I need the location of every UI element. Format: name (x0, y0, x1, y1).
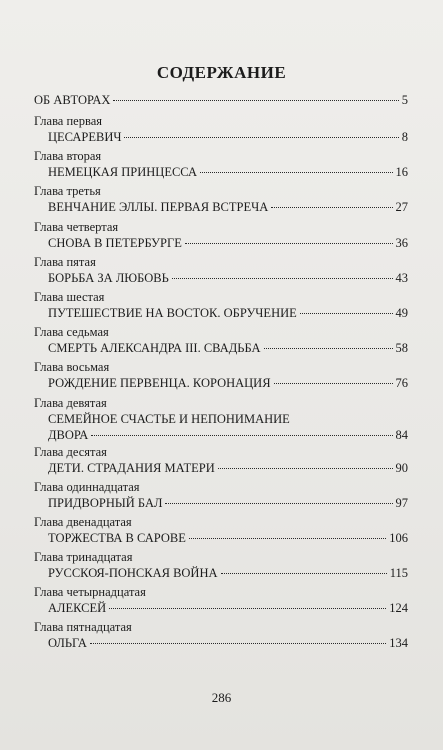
toc-line (34, 164, 408, 180)
dot-leader (113, 100, 398, 101)
dot-leader (264, 348, 393, 349)
dot-leader (271, 207, 392, 208)
toc-entry-chapter-4 (34, 220, 408, 255)
toc-entry-page: 5 (401, 93, 408, 107)
toc-entry-title: РОЖДЕНИЕ ПЕРВЕНЦА. КОРОНАЦИЯ (48, 376, 271, 391)
toc-line (34, 495, 408, 511)
dot-leader (109, 608, 386, 609)
toc-entry-title: СМЕРТЬ АЛЕКСАНДРА III. СВАДЬБА (48, 341, 261, 356)
toc-entry-title: БОРЬБА ЗА ЛЮБОВЬ (48, 270, 169, 285)
toc-line (34, 427, 408, 443)
dot-leader (274, 383, 393, 384)
toc-entry-title: ЦЕСАРЕВИЧ (48, 130, 122, 144)
toc-entry-title: ОБ АВТОРАХ (34, 93, 111, 107)
toc-entry-page: 43 (395, 270, 408, 285)
toc-entry-page: 84 (395, 427, 408, 442)
chapter-label: Глава тринадцатая (34, 550, 133, 565)
toc-entry-chapter-1 (34, 114, 408, 149)
toc-entry-page: 106 (389, 530, 408, 545)
dot-leader (200, 172, 392, 173)
toc-line (34, 635, 408, 651)
toc-entry-chapter-10 (34, 445, 408, 480)
chapter-label: Глава одиннадцатая (34, 479, 140, 494)
toc-entry-page: 90 (395, 460, 408, 475)
toc-entry-chapter-2 (34, 149, 408, 184)
toc-entry-chapter-6 (34, 290, 408, 325)
toc-entry-about-authors (34, 92, 408, 114)
chapter-label: Глава десятая (34, 444, 107, 459)
toc-entry-chapter-7 (34, 325, 408, 360)
toc-entry-page: 115 (389, 566, 408, 581)
dot-leader (221, 573, 387, 574)
toc-line (34, 460, 408, 476)
toc-entry-page: 76 (395, 376, 408, 391)
chapter-label: Глава пятнадцатая (34, 620, 132, 635)
toc-entry-page: 49 (395, 305, 408, 320)
toc-entry-chapter-13 (34, 550, 408, 585)
dot-leader (189, 538, 386, 539)
toc-entry-title: ТОРЖЕСТВА В САРОВЕ (48, 530, 186, 545)
toc-entry-page: 58 (395, 341, 408, 356)
toc-entry-title: СНОВА В ПЕТЕРБУРГЕ (48, 235, 182, 250)
toc-line (34, 305, 408, 321)
toc-entry-page: 124 (389, 601, 408, 616)
toc-entry-chapter-11 (34, 480, 408, 515)
toc-entry-page: 97 (395, 495, 408, 510)
dot-leader (165, 503, 392, 504)
table-of-contents (34, 92, 408, 656)
dot-leader (185, 243, 393, 244)
chapter-label: Глава шестая (34, 289, 105, 304)
toc-entry-title: ДЕТИ. СТРАДАНИЯ МАТЕРИ (48, 460, 215, 475)
toc-entry-page: 16 (395, 165, 408, 180)
dot-leader (124, 137, 398, 138)
toc-entry-title-line1: СЕМЕЙНОЕ СЧАСТЬЕ И НЕПОНИМАНИЕ (48, 411, 290, 426)
chapter-label: Глава четырнадцатая (34, 585, 146, 600)
toc-line (34, 565, 408, 581)
toc-entry-title: АЛЕКСЕЙ (48, 601, 107, 616)
toc-entry-title: ВЕНЧАНИЕ ЭЛЛЫ. ПЕРВАЯ ВСТРЕЧА (48, 200, 269, 215)
toc-line (34, 530, 408, 546)
toc-entry-chapter-9 (34, 396, 408, 445)
chapter-label: Глава вторая (34, 149, 102, 164)
toc-entry-chapter-3 (34, 184, 408, 219)
dot-leader (90, 643, 386, 644)
chapter-label: Глава девятая (34, 395, 107, 410)
chapter-label: Глава первая (34, 114, 103, 128)
toc-line (34, 199, 408, 215)
chapter-label: Глава восьмая (34, 360, 110, 375)
toc-entry-title: НЕМЕЦКАЯ ПРИНЦЕССА (48, 165, 198, 180)
page-title: СОДЕРЖАНИЕ (156, 63, 287, 82)
toc-entry-chapter-8 (34, 360, 408, 395)
toc-line (34, 129, 408, 145)
toc-line (34, 375, 408, 391)
toc-entry-title: ПРИДВОРНЫЙ БАЛ (48, 495, 163, 510)
toc-entry-chapter-14 (34, 585, 408, 620)
dot-leader (91, 435, 392, 436)
dot-leader (300, 313, 393, 314)
chapter-label: Глава седьмая (34, 325, 109, 340)
page-number: 286 (211, 690, 232, 705)
toc-entry-page: 27 (395, 200, 408, 215)
toc-entry-title: РУССКОЯ-ПОНСКАЯ ВОЙНА (48, 566, 218, 581)
dot-leader (218, 468, 393, 469)
toc-entry-page: 8 (401, 130, 408, 144)
chapter-label: Глава четвертая (34, 219, 119, 234)
toc-entry-page: 134 (389, 636, 408, 651)
toc-line (34, 600, 408, 616)
toc-entry-title: ДВОРА (48, 427, 89, 442)
toc-entry-title: ПУТЕШЕСТВИЕ НА ВОСТОК. ОБРУЧЕНИЕ (48, 305, 297, 320)
toc-entry-chapter-15 (34, 620, 408, 655)
toc-entry-title: ОЛЬГА (48, 636, 87, 651)
chapter-label: Глава пятая (34, 254, 96, 269)
toc-line (34, 340, 408, 356)
toc-line (34, 92, 408, 108)
toc-entry-chapter-12 (34, 515, 408, 550)
toc-entry-page: 36 (395, 235, 408, 250)
toc-line (34, 235, 408, 251)
dot-leader (172, 278, 393, 279)
chapter-label: Глава двенадцатая (34, 514, 132, 529)
toc-entry-chapter-5 (34, 255, 408, 290)
toc-line (34, 270, 408, 286)
chapter-label: Глава третья (34, 184, 101, 199)
